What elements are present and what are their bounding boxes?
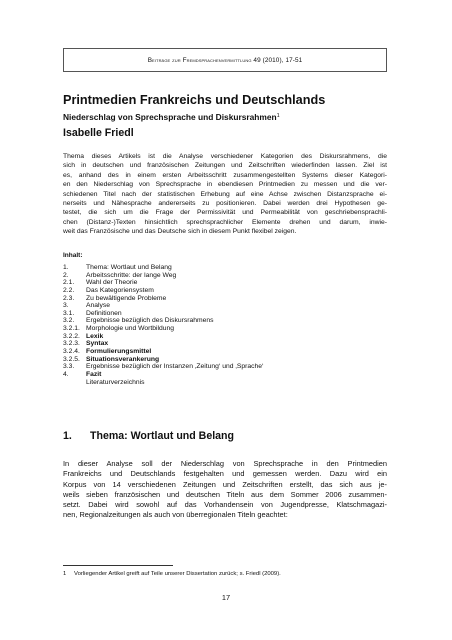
abstract-line: schiedenen Titel nach der statistischen Erhebung auf eine Achse zwischen Distanzsprache ei- xyxy=(63,190,387,198)
toc-item-number: 2. xyxy=(63,271,69,279)
paragraph-line: nen, Regionalzeitungen als auch von überregionalen Titeln geachtet: xyxy=(63,510,288,520)
toc-item-number: 3.2.3. xyxy=(63,340,80,348)
toc-item-label: Lexik xyxy=(86,332,104,340)
paragraph-line: weils sieben französischen und deutschen Titeln aus dem Sommer 2006 zusammen- xyxy=(63,489,387,499)
abstract-line: sich in deutschen und französischen Zeitungen und Zeitschriften wiederfinden lassen. Ziel ist xyxy=(63,162,387,170)
toc-item-label: Das Kategoriensystem xyxy=(86,286,154,294)
footnote xyxy=(63,571,393,577)
paragraph-line: setzt. Dabei wird sowohl auf das Vorhandensein von Jugendpresse, Klatschmagazi- xyxy=(63,500,387,510)
paragraph-line: Korpus von 14 verschiedenen Zeitungen und Zeitschriften erstellt, das sich aus je- xyxy=(63,479,387,489)
page-number: 17 xyxy=(221,593,231,602)
toc-item xyxy=(63,317,383,325)
toc-item xyxy=(63,287,383,295)
toc-item xyxy=(63,356,383,364)
toc-item-label: Thema: Wortlaut und Belang xyxy=(86,264,172,271)
author-name: Isabelle Friedl xyxy=(63,127,134,139)
toc-item xyxy=(63,325,383,333)
toc-item-number: 3.2.5. xyxy=(63,355,80,363)
toc-item-number: 3.2.1. xyxy=(63,325,80,333)
footnote-marker: 1 xyxy=(276,113,280,119)
abstract-line: testet, die sich um die Frage der Permissivität und Permeabilität von geschriebensprachli- xyxy=(63,209,387,217)
abstract-line: Thema dieses Artikels ist die Analyse verschiedener Kategorien des Diskursrahmens, die xyxy=(63,153,387,160)
toc-item xyxy=(63,295,383,303)
toc-item-number: 3.2.2. xyxy=(63,332,80,340)
footnote-number: 1 xyxy=(63,571,67,577)
table-of-contents xyxy=(63,264,383,386)
toc-item-label: Literaturverzeichnis xyxy=(86,378,145,386)
toc-item-label: Zu bewältigende Probleme xyxy=(86,294,167,302)
section-heading xyxy=(63,430,234,442)
paragraph-line: In dieser Analyse soll der Niederschlag von Sprechsprache in den Printmedien xyxy=(63,459,387,468)
paragraph-line: Frankreichs und Deutschlands festgehalten und gemessen werden. Dazu wird ein xyxy=(63,469,387,479)
toc-item-number: 3.3. xyxy=(63,363,75,371)
toc-item xyxy=(63,371,383,379)
toc-item-label: Syntax xyxy=(86,340,109,348)
toc-item-label: Arbeitsschritte: der lange Weg xyxy=(86,271,177,279)
toc-item-number: 2.1. xyxy=(63,279,75,287)
toc-item xyxy=(63,340,383,348)
toc-item-number: 3. xyxy=(63,302,69,310)
toc-item-label: Ergebnisse bezüglich des Diskursrahmens xyxy=(86,317,214,325)
article-subtitle xyxy=(63,112,403,122)
toc-item-label: Analyse xyxy=(86,302,111,310)
toc-item xyxy=(63,363,383,371)
footnote-divider xyxy=(63,565,173,566)
abstract-line: weit das Französische und das Deutsche sich in diesem Punkt flexibel zeigen. xyxy=(63,228,297,236)
toc-item-number: 3.2. xyxy=(63,317,75,325)
toc-item-number: 1. xyxy=(63,264,69,271)
toc-item-label: Situationsverankerung xyxy=(86,355,160,363)
toc-item-label: Wahl der Theorie xyxy=(86,279,138,287)
running-header xyxy=(63,48,387,72)
footnote-text: Vorliegender Artikel greift auf Teile unserer Dissertation zurück; s. Friedl (2009). xyxy=(74,571,281,577)
toc-item xyxy=(63,333,383,341)
abstract-line: es, anhand des in einem ersten Arbeitsschritt zusammengestellten Systems dieser Kategori- xyxy=(63,171,387,179)
toc-item xyxy=(63,310,383,318)
toc-item xyxy=(63,272,383,280)
toc-item xyxy=(63,379,383,387)
toc-item-label: Morphologie und Wortbildung xyxy=(86,325,175,333)
subtitle-text: Niederschlag von Sprechsprache und Diskursrahmen xyxy=(63,112,277,122)
toc-item-number: 3.1. xyxy=(63,309,75,317)
toc-item-number: 2.2. xyxy=(63,286,75,294)
toc-item xyxy=(63,302,383,310)
abstract-line: en den Niederschlag von Sprechsprache in ebendiesen Printmedien zu messen und die ver- xyxy=(63,181,387,189)
toc-item-label: Fazit xyxy=(86,370,102,378)
toc-heading: Inhalt: xyxy=(63,252,83,259)
toc-item xyxy=(63,264,383,272)
abstract-line: chen (Distanz-)Texten hinsichtlich sprechsprachlicher Elemente drehen und darum, inwie- xyxy=(63,218,387,226)
abstract xyxy=(63,152,387,237)
toc-item-number: 2.3. xyxy=(63,294,75,302)
running-header-text: Beiträge zur Fremdsprachenvermittlung 49 (2010), 17-51 xyxy=(147,57,303,64)
toc-item xyxy=(63,348,383,356)
toc-item-number: 3.2.4. xyxy=(63,348,80,356)
section-number: 1. xyxy=(63,430,72,442)
section-title: Thema: Wortlaut und Belang xyxy=(90,430,234,442)
toc-item xyxy=(63,279,383,287)
toc-item-label: Ergebnisse bezüglich der Instanzen ‚Zeitung‘ und ‚Sprache‘ xyxy=(86,363,264,371)
article-title: Printmedien Frankreichs und Deutschlands xyxy=(63,93,326,107)
toc-item-label: Formulierungsmittel xyxy=(86,348,152,356)
section-paragraph xyxy=(63,459,387,521)
toc-item-label: Definitionen xyxy=(86,309,122,317)
toc-item-number: 4. xyxy=(63,370,69,378)
abstract-line: nerseits und Nähesprache andererseits zu positionieren. Dabei werden drei Hypothesen ge- xyxy=(63,200,387,208)
